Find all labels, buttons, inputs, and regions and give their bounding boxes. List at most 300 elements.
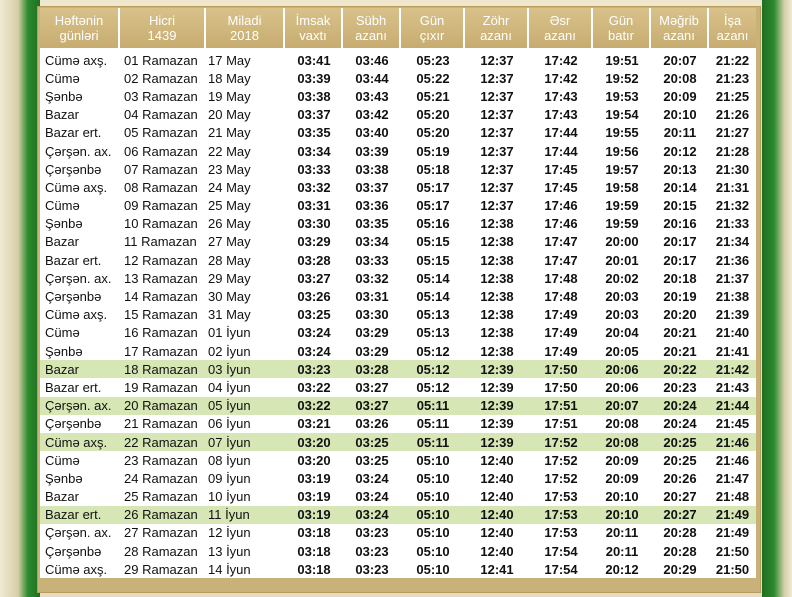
isha-cell: 21:33 [709,215,756,233]
hijri-date-cell: 22 Ramazan [120,433,206,451]
imsak-cell: 03:24 [285,324,343,342]
weekday-cell: Cümə [40,197,120,215]
isha-cell: 21:44 [709,397,756,415]
sunrise-cell: 05:13 [401,324,465,342]
miladi-date-cell: 01 İyun [206,324,285,342]
weekday-cell: Şənbə [40,215,120,233]
asr-cell: 17:53 [529,506,593,524]
zohr-cell: 12:39 [465,415,529,433]
sunrise-cell: 05:10 [401,560,465,578]
subh-cell: 03:27 [343,397,401,415]
hijri-date-cell: 07 Ramazan [120,160,206,178]
hijri-date-cell: 05 Ramazan [120,124,206,142]
zohr-cell: 12:38 [465,324,529,342]
table-row [40,215,756,233]
weekday-cell: Cümə [40,324,120,342]
isha-cell: 21:23 [709,69,756,87]
asr-cell: 17:44 [529,142,593,160]
sunset-cell: 19:59 [593,215,651,233]
asr-cell: 17:47 [529,233,593,251]
sunset-cell: 20:06 [593,360,651,378]
header-sunset: Gün batır [593,8,651,51]
miladi-date-cell: 28 May [206,251,285,269]
weekday-cell: Şənbə [40,342,120,360]
megrib-cell: 20:12 [651,142,709,160]
weekday-cell: Bazar ert. [40,124,120,142]
hijri-date-cell: 11 Ramazan [120,233,206,251]
sunrise-cell: 05:14 [401,287,465,305]
zohr-cell: 12:39 [465,397,529,415]
weekday-cell: Cümə axş. [40,178,120,196]
subh-cell: 03:24 [343,506,401,524]
isha-cell: 21:31 [709,178,756,196]
asr-cell: 17:45 [529,160,593,178]
imsak-cell: 03:35 [285,124,343,142]
megrib-cell: 20:22 [651,360,709,378]
subh-cell: 03:40 [343,124,401,142]
asr-cell: 17:43 [529,87,593,105]
imsak-cell: 03:19 [285,469,343,487]
zohr-cell: 12:40 [465,488,529,506]
table-row [40,324,756,342]
imsak-cell: 03:34 [285,142,343,160]
asr-cell: 17:52 [529,433,593,451]
sunrise-cell: 05:20 [401,124,465,142]
isha-cell: 21:40 [709,324,756,342]
weekday-cell: Çərşənbə [40,542,120,560]
zohr-cell: 12:37 [465,160,529,178]
sunset-cell: 20:08 [593,415,651,433]
subh-cell: 03:33 [343,251,401,269]
sunset-cell: 19:52 [593,69,651,87]
hijri-date-cell: 09 Ramazan [120,197,206,215]
weekday-cell: Bazar ert. [40,506,120,524]
weekday-cell: Bazar ert. [40,251,120,269]
megrib-cell: 20:19 [651,287,709,305]
imsak-cell: 03:32 [285,178,343,196]
imsak-cell: 03:24 [285,342,343,360]
imsak-cell: 03:23 [285,360,343,378]
isha-cell: 21:22 [709,51,756,69]
subh-cell: 03:27 [343,378,401,396]
megrib-cell: 20:28 [651,542,709,560]
zohr-cell: 12:38 [465,342,529,360]
imsak-cell: 03:27 [285,269,343,287]
imsak-cell: 03:25 [285,306,343,324]
sunrise-cell: 05:11 [401,415,465,433]
asr-cell: 17:50 [529,378,593,396]
table-row [40,524,756,542]
zohr-cell: 12:40 [465,542,529,560]
miladi-date-cell: 20 May [206,106,285,124]
table-row [40,287,756,305]
sunset-cell: 20:11 [593,542,651,560]
miladi-date-cell: 04 İyun [206,378,285,396]
isha-cell: 21:28 [709,142,756,160]
asr-cell: 17:49 [529,324,593,342]
miladi-date-cell: 11 İyun [206,506,285,524]
zohr-cell: 12:38 [465,215,529,233]
weekday-cell: Çərşənbə [40,160,120,178]
asr-cell: 17:52 [529,451,593,469]
megrib-cell: 20:09 [651,87,709,105]
imsak-cell: 03:18 [285,560,343,578]
header-imsak: İmsak vaxtı [285,8,343,51]
subh-cell: 03:31 [343,287,401,305]
subh-cell: 03:23 [343,560,401,578]
subh-cell: 03:25 [343,433,401,451]
imsak-cell: 03:28 [285,251,343,269]
frame-left-border [0,0,40,597]
sunset-cell: 19:51 [593,51,651,69]
sunrise-cell: 05:21 [401,87,465,105]
miladi-date-cell: 27 May [206,233,285,251]
header-hijri: Hicri 1439 [120,8,206,51]
table-row [40,342,756,360]
frame-right-border [762,0,792,597]
table-row [40,251,756,269]
table-row [40,433,756,451]
asr-cell: 17:48 [529,287,593,305]
sunrise-cell: 05:14 [401,269,465,287]
table-row [40,51,756,69]
megrib-cell: 20:18 [651,269,709,287]
isha-cell: 21:50 [709,560,756,578]
sunrise-cell: 05:12 [401,342,465,360]
imsak-cell: 03:29 [285,233,343,251]
zohr-cell: 12:37 [465,197,529,215]
sunset-cell: 20:05 [593,342,651,360]
miladi-date-cell: 31 May [206,306,285,324]
asr-cell: 17:49 [529,342,593,360]
imsak-cell: 03:31 [285,197,343,215]
table-row [40,87,756,105]
sunrise-cell: 05:12 [401,378,465,396]
miladi-date-cell: 10 İyun [206,488,285,506]
hijri-date-cell: 28 Ramazan [120,542,206,560]
table-row [40,451,756,469]
sunset-cell: 19:56 [593,142,651,160]
weekday-cell: Çərşən. ax. [40,269,120,287]
zohr-cell: 12:37 [465,106,529,124]
imsak-cell: 03:21 [285,415,343,433]
subh-cell: 03:39 [343,142,401,160]
sunrise-cell: 05:11 [401,433,465,451]
sunset-cell: 20:02 [593,269,651,287]
sunset-cell: 20:09 [593,469,651,487]
imsak-cell: 03:18 [285,542,343,560]
sunset-cell: 19:55 [593,124,651,142]
sunrise-cell: 05:13 [401,306,465,324]
sunrise-cell: 05:18 [401,160,465,178]
table-row [40,124,756,142]
megrib-cell: 20:13 [651,160,709,178]
hijri-date-cell: 23 Ramazan [120,451,206,469]
zohr-cell: 12:37 [465,51,529,69]
sunset-cell: 19:59 [593,197,651,215]
miladi-date-cell: 22 May [206,142,285,160]
subh-cell: 03:24 [343,469,401,487]
hijri-date-cell: 04 Ramazan [120,106,206,124]
sunset-cell: 19:53 [593,87,651,105]
sunset-cell: 20:07 [593,397,651,415]
isha-cell: 21:34 [709,233,756,251]
asr-cell: 17:51 [529,415,593,433]
imsak-cell: 03:22 [285,378,343,396]
zohr-cell: 12:37 [465,142,529,160]
imsak-cell: 03:22 [285,397,343,415]
isha-cell: 21:43 [709,378,756,396]
megrib-cell: 20:25 [651,451,709,469]
hijri-date-cell: 20 Ramazan [120,397,206,415]
megrib-cell: 20:28 [651,524,709,542]
megrib-cell: 20:17 [651,233,709,251]
imsak-cell: 03:20 [285,433,343,451]
zohr-cell: 12:39 [465,433,529,451]
zohr-cell: 12:38 [465,269,529,287]
table-row [40,506,756,524]
asr-cell: 17:46 [529,215,593,233]
asr-cell: 17:46 [529,197,593,215]
isha-cell: 21:38 [709,287,756,305]
hijri-date-cell: 12 Ramazan [120,251,206,269]
isha-cell: 21:49 [709,506,756,524]
table-row [40,106,756,124]
sunset-cell: 20:06 [593,378,651,396]
subh-cell: 03:23 [343,542,401,560]
subh-cell: 03:44 [343,69,401,87]
isha-cell: 21:32 [709,197,756,215]
megrib-cell: 20:14 [651,178,709,196]
asr-cell: 17:52 [529,469,593,487]
weekday-cell: Çərşən. ax. [40,397,120,415]
zohr-cell: 12:40 [465,524,529,542]
megrib-cell: 20:27 [651,506,709,524]
sunrise-cell: 05:22 [401,69,465,87]
subh-cell: 03:43 [343,87,401,105]
miladi-date-cell: 13 İyun [206,542,285,560]
zohr-cell: 12:39 [465,378,529,396]
megrib-cell: 20:29 [651,560,709,578]
weekday-cell: Çərşənbə [40,287,120,305]
sunset-cell: 19:54 [593,106,651,124]
subh-cell: 03:26 [343,415,401,433]
asr-cell: 17:44 [529,124,593,142]
hijri-date-cell: 06 Ramazan [120,142,206,160]
table-row [40,233,756,251]
megrib-cell: 20:21 [651,342,709,360]
sunrise-cell: 05:10 [401,506,465,524]
isha-cell: 21:46 [709,433,756,451]
sunset-cell: 20:04 [593,324,651,342]
hijri-date-cell: 18 Ramazan [120,360,206,378]
imsak-cell: 03:37 [285,106,343,124]
hijri-date-cell: 19 Ramazan [120,378,206,396]
zohr-cell: 12:37 [465,124,529,142]
sunset-cell: 20:08 [593,433,651,451]
sunset-cell: 20:00 [593,233,651,251]
megrib-cell: 20:24 [651,415,709,433]
weekday-cell: Cümə axş. [40,51,120,69]
weekday-cell: Cümə axş. [40,560,120,578]
miladi-date-cell: 07 İyun [206,433,285,451]
sunrise-cell: 05:10 [401,451,465,469]
subh-cell: 03:32 [343,269,401,287]
zohr-cell: 12:37 [465,178,529,196]
weekday-cell: Bazar [40,106,120,124]
miladi-date-cell: 30 May [206,287,285,305]
header-weekday: Həftənin günləri [40,8,120,51]
zohr-cell: 12:40 [465,506,529,524]
miladi-date-cell: 24 May [206,178,285,196]
table-row [40,469,756,487]
table-body [40,51,756,578]
isha-cell: 21:41 [709,342,756,360]
hijri-date-cell: 13 Ramazan [120,269,206,287]
zohr-cell: 12:38 [465,251,529,269]
sunset-cell: 20:03 [593,306,651,324]
subh-cell: 03:35 [343,215,401,233]
asr-cell: 17:43 [529,106,593,124]
weekday-cell: Bazar [40,488,120,506]
miladi-date-cell: 02 İyun [206,342,285,360]
megrib-cell: 20:20 [651,306,709,324]
asr-cell: 17:42 [529,51,593,69]
sunrise-cell: 05:10 [401,469,465,487]
zohr-cell: 12:40 [465,469,529,487]
zohr-cell: 12:37 [465,69,529,87]
sunset-cell: 20:12 [593,560,651,578]
weekday-cell: Çərşənbə [40,415,120,433]
sunset-cell: 20:09 [593,451,651,469]
asr-cell: 17:53 [529,488,593,506]
miladi-date-cell: 23 May [206,160,285,178]
hijri-date-cell: 26 Ramazan [120,506,206,524]
sunset-cell: 19:58 [593,178,651,196]
hijri-date-cell: 03 Ramazan [120,87,206,105]
header-miladi: Miladi 2018 [206,8,285,51]
megrib-cell: 20:08 [651,69,709,87]
hijri-date-cell: 08 Ramazan [120,178,206,196]
subh-cell: 03:28 [343,360,401,378]
hijri-date-cell: 21 Ramazan [120,415,206,433]
weekday-cell: Bazar ert. [40,378,120,396]
zohr-cell: 12:37 [465,87,529,105]
isha-cell: 21:45 [709,415,756,433]
asr-cell: 17:53 [529,524,593,542]
hijri-date-cell: 01 Ramazan [120,51,206,69]
miladi-date-cell: 09 İyun [206,469,285,487]
weekday-cell: Cümə [40,451,120,469]
weekday-cell: Şənbə [40,469,120,487]
megrib-cell: 20:17 [651,251,709,269]
miladi-date-cell: 21 May [206,124,285,142]
isha-cell: 21:26 [709,106,756,124]
hijri-date-cell: 14 Ramazan [120,287,206,305]
isha-cell: 21:30 [709,160,756,178]
sunrise-cell: 05:23 [401,51,465,69]
asr-cell: 17:54 [529,542,593,560]
hijri-date-cell: 16 Ramazan [120,324,206,342]
weekday-cell: Çərşən. ax. [40,142,120,160]
hijri-date-cell: 02 Ramazan [120,69,206,87]
ramadan-timetable [40,8,756,578]
zohr-cell: 12:41 [465,560,529,578]
subh-cell: 03:30 [343,306,401,324]
megrib-cell: 20:24 [651,397,709,415]
header-isha: İşa azanı [709,8,756,51]
hijri-date-cell: 27 Ramazan [120,524,206,542]
subh-cell: 03:38 [343,160,401,178]
isha-cell: 21:42 [709,360,756,378]
miladi-date-cell: 18 May [206,69,285,87]
table-row [40,178,756,196]
miladi-date-cell: 14 İyun [206,560,285,578]
sunrise-cell: 05:17 [401,178,465,196]
subh-cell: 03:37 [343,178,401,196]
header-sunrise: Gün çıxır [401,8,465,51]
weekday-cell: Bazar [40,233,120,251]
header-row [40,8,756,51]
megrib-cell: 20:15 [651,197,709,215]
miladi-date-cell: 03 İyun [206,360,285,378]
isha-cell: 21:25 [709,87,756,105]
imsak-cell: 03:18 [285,524,343,542]
sunrise-cell: 05:15 [401,251,465,269]
sunset-cell: 20:11 [593,524,651,542]
isha-cell: 21:27 [709,124,756,142]
sunrise-cell: 05:10 [401,524,465,542]
imsak-cell: 03:20 [285,451,343,469]
table-row [40,197,756,215]
imsak-cell: 03:26 [285,287,343,305]
subh-cell: 03:23 [343,524,401,542]
table-row [40,360,756,378]
table-row [40,397,756,415]
sunrise-cell: 05:12 [401,360,465,378]
asr-cell: 17:50 [529,360,593,378]
megrib-cell: 20:10 [651,106,709,124]
subh-cell: 03:34 [343,233,401,251]
header-megrib: Məğrib azanı [651,8,709,51]
asr-cell: 17:54 [529,560,593,578]
zohr-cell: 12:38 [465,287,529,305]
hijri-date-cell: 29 Ramazan [120,560,206,578]
sunrise-cell: 05:15 [401,233,465,251]
isha-cell: 21:37 [709,269,756,287]
miladi-date-cell: 26 May [206,215,285,233]
asr-cell: 17:42 [529,69,593,87]
zohr-cell: 12:39 [465,360,529,378]
table-row [40,306,756,324]
table-row [40,269,756,287]
isha-cell: 21:46 [709,451,756,469]
imsak-cell: 03:19 [285,488,343,506]
sunset-cell: 20:10 [593,506,651,524]
hijri-date-cell: 17 Ramazan [120,342,206,360]
sunrise-cell: 05:20 [401,106,465,124]
hijri-date-cell: 10 Ramazan [120,215,206,233]
asr-cell: 17:48 [529,269,593,287]
weekday-cell: Cümə [40,69,120,87]
asr-cell: 17:45 [529,178,593,196]
subh-cell: 03:24 [343,488,401,506]
table-row [40,415,756,433]
sunrise-cell: 05:11 [401,397,465,415]
megrib-cell: 20:07 [651,51,709,69]
sunrise-cell: 05:10 [401,542,465,560]
asr-cell: 17:51 [529,397,593,415]
